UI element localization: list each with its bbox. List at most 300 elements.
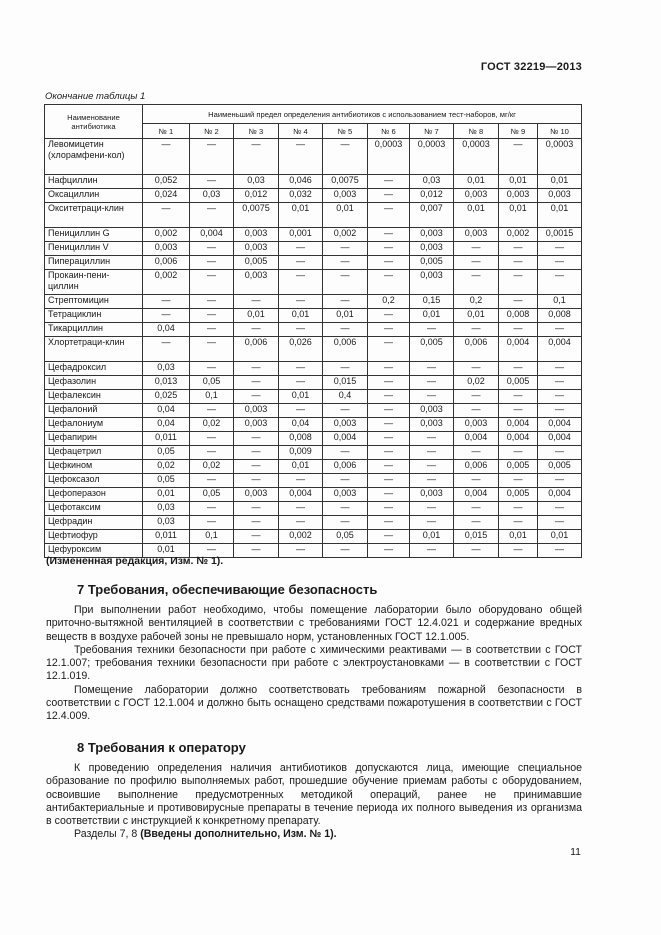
limit-value-cell: 0,007 [410, 203, 454, 228]
table-row [45, 432, 582, 446]
limit-value-cell: 0,03 [143, 362, 190, 376]
section-8-body [46, 762, 582, 842]
limit-value-cell: — [499, 474, 538, 488]
header-kit-5: № 5 [323, 124, 368, 139]
limit-value-cell: — [190, 295, 234, 309]
limit-value-cell: 0,011 [143, 432, 190, 446]
limit-value-cell: 0,015 [454, 530, 499, 544]
limit-value-cell: 0,01 [279, 390, 323, 404]
limit-value-cell: — [410, 516, 454, 530]
limit-value-cell: — [499, 256, 538, 270]
limit-value-cell: — [538, 390, 582, 404]
limit-value-cell: 0,01 [410, 309, 454, 323]
header-detection-limit: Наименьший предел определения антибиотиков с использованием тест-наборов, мг/кг [143, 105, 582, 124]
table-row [45, 228, 582, 242]
limit-value-cell: — [143, 309, 190, 323]
limit-value-cell: 0,003 [323, 189, 368, 203]
limit-value-cell: — [323, 516, 368, 530]
limit-value-cell: 0,001 [279, 228, 323, 242]
limit-value-cell: — [143, 337, 190, 362]
limit-value-cell: 0,05 [190, 488, 234, 502]
limit-value-cell: 0,004 [454, 488, 499, 502]
limit-value-cell: — [279, 404, 323, 418]
antibiotic-name-cell: Пенициллин G [45, 228, 143, 242]
section-8-title: 8 Требования к оператору [77, 740, 246, 755]
limit-value-cell: 0,002 [323, 228, 368, 242]
table-row [45, 460, 582, 474]
limit-value-cell: — [190, 337, 234, 362]
limit-value-cell: — [279, 502, 323, 516]
limit-value-cell: — [499, 323, 538, 337]
limit-value-cell: — [454, 362, 499, 376]
limit-value-cell: 0,4 [323, 390, 368, 404]
antibiotic-name-cell: Нафциллин [45, 175, 143, 189]
antibiotic-name-cell: Цефазолин [45, 376, 143, 390]
limit-value-cell: — [323, 404, 368, 418]
limit-value-cell: — [234, 502, 279, 516]
page-number: 11 [570, 846, 581, 858]
limit-value-cell: — [538, 446, 582, 460]
limit-value-cell: 0,046 [279, 175, 323, 189]
limit-value-cell: — [368, 474, 410, 488]
limit-value-cell: — [454, 242, 499, 256]
limit-value-cell: 0,005 [234, 256, 279, 270]
limit-value-cell: 0,008 [279, 432, 323, 446]
limit-value-cell: 0,004 [538, 432, 582, 446]
limit-value-cell: — [190, 242, 234, 256]
antibiotic-name-cell: Цефалониум [45, 418, 143, 432]
limit-value-cell: 0,01 [410, 530, 454, 544]
limit-value-cell: 0,0003 [454, 139, 499, 175]
antibiotic-name-cell: Цефтиофур [45, 530, 143, 544]
limit-value-cell: 0,013 [143, 376, 190, 390]
limit-value-cell: 0,01 [499, 203, 538, 228]
table-row [45, 203, 582, 228]
limit-value-cell: 0,05 [323, 530, 368, 544]
limit-value-cell: — [234, 516, 279, 530]
limit-value-cell: — [368, 460, 410, 474]
limit-value-cell: 0,015 [323, 376, 368, 390]
limit-value-cell: — [538, 516, 582, 530]
limit-value-cell: — [454, 516, 499, 530]
antibiotic-name-cell: Цефкином [45, 460, 143, 474]
limit-value-cell: 0,05 [143, 474, 190, 488]
table-row [45, 256, 582, 270]
limit-value-cell: — [368, 376, 410, 390]
limit-value-cell: — [499, 295, 538, 309]
limit-value-cell: — [368, 544, 410, 558]
limit-value-cell: — [190, 256, 234, 270]
limit-value-cell: — [143, 203, 190, 228]
table-row [45, 530, 582, 544]
limit-value-cell: — [368, 516, 410, 530]
limit-value-cell: — [410, 474, 454, 488]
antibiotic-name-cell: Цефуроксим [45, 544, 143, 558]
limit-value-cell: 0,01 [454, 309, 499, 323]
limit-value-cell: 0,15 [410, 295, 454, 309]
limit-value-cell: — [234, 139, 279, 175]
limit-value-cell: 0,008 [499, 309, 538, 323]
limit-value-cell: — [368, 404, 410, 418]
table-row [45, 295, 582, 309]
limit-value-cell: 0,005 [499, 488, 538, 502]
limit-value-cell: — [410, 432, 454, 446]
limit-value-cell: 0,2 [368, 295, 410, 309]
header-kit-3: № 3 [234, 124, 279, 139]
header-antibiotic-name: Наименование антибиотика [45, 105, 143, 139]
antibiotic-name-cell: Стрептомицин [45, 295, 143, 309]
table-caption: Окончание таблицы 1 [45, 91, 146, 102]
antibiotic-name-cell: Цефотаксим [45, 502, 143, 516]
limit-value-cell: 0,01 [279, 309, 323, 323]
limit-value-cell: — [368, 203, 410, 228]
limit-value-cell: 0,006 [454, 460, 499, 474]
limit-value-cell: 0,004 [323, 432, 368, 446]
limit-value-cell: — [368, 270, 410, 295]
limit-value-cell: — [454, 404, 499, 418]
limit-value-cell: 0,0003 [368, 139, 410, 175]
section-8-paragraph: К проведению определения наличия антибиотиков допускаются лица, имеющие специальное образование по профилю выполняемых работ, прошедшие обучение приемам работы с оборудованием, освоившие выполнение предусмотренных методикой операций, ранее не принимавшие антибактериальные и противовирусные препараты в течение периода их полного выведения из организма в соответствии с инструкцией к конкретному препарату. [46, 762, 582, 828]
table-row [45, 139, 582, 175]
limit-value-cell: — [499, 502, 538, 516]
limit-value-cell: — [499, 270, 538, 295]
limit-value-cell: — [190, 323, 234, 337]
limit-value-cell: 0,011 [143, 530, 190, 544]
table-row [45, 337, 582, 362]
limit-value-cell: — [279, 295, 323, 309]
limit-value-cell: — [323, 139, 368, 175]
limit-value-cell: — [538, 544, 582, 558]
limit-value-cell: — [454, 474, 499, 488]
limit-value-cell: 0,003 [410, 242, 454, 256]
header-kit-10: № 10 [538, 124, 582, 139]
limit-value-cell: — [454, 270, 499, 295]
limit-value-cell: — [410, 323, 454, 337]
limit-value-cell: — [279, 362, 323, 376]
limit-value-cell: 0,04 [143, 323, 190, 337]
header-kit-6: № 6 [368, 124, 410, 139]
limit-value-cell: — [279, 256, 323, 270]
limit-value-cell: — [538, 404, 582, 418]
section-7-title: 7 Требования, обеспечивающие безопасность [77, 582, 378, 597]
limit-value-cell: — [279, 242, 323, 256]
limit-value-cell: 0,04 [143, 418, 190, 432]
header-kit-9: № 9 [499, 124, 538, 139]
limit-value-cell: — [323, 446, 368, 460]
section-7-paragraph-3: Помещение лаборатории должно соответствовать требованиям пожарной безопасности в соответствии с ГОСТ 12.1.004 и должно быть оснащено средствами пожаротушения в соответствии с ГОСТ 12.4.009. [46, 683, 582, 723]
limit-value-cell: 0,006 [323, 337, 368, 362]
table-amendment-note: (Измененная редакция, Изм. № 1). [46, 555, 224, 567]
header-kit-8: № 8 [454, 124, 499, 139]
limit-value-cell: — [368, 309, 410, 323]
limit-value-cell: — [499, 362, 538, 376]
limit-value-cell: — [190, 270, 234, 295]
limit-value-cell: 0,01 [323, 203, 368, 228]
closing-prefix: Разделы 7, 8 [74, 828, 141, 841]
limit-value-cell: — [454, 544, 499, 558]
limit-value-cell: 0,003 [234, 404, 279, 418]
limit-value-cell: — [234, 376, 279, 390]
limit-value-cell: 0,024 [143, 189, 190, 203]
limit-value-cell: 0,05 [143, 446, 190, 460]
antibiotic-name-cell: Цефадроксил [45, 362, 143, 376]
antibiotic-name-cell: Цефацетрил [45, 446, 143, 460]
limit-value-cell: — [499, 390, 538, 404]
limit-value-cell: — [190, 362, 234, 376]
limit-value-cell: — [410, 502, 454, 516]
limit-value-cell: — [410, 446, 454, 460]
section-7-paragraph-1: При выполнении работ необходимо, чтобы помещение лаборатории было оборудовано общей приточно-вытяжной вентиляцией в соответствии с требованиями ГОСТ 12.4.021 и содержание вредных веществ в воздухе рабочей зоны не превышало норм, установленных ГОСТ 12.1.005. [46, 604, 582, 643]
limit-value-cell: 0,003 [234, 418, 279, 432]
limit-value-cell: — [499, 516, 538, 530]
table-row [45, 270, 582, 295]
closing-amendment: (Введены дополнительно, Изм. № 1). [140, 828, 337, 841]
header-kit-1: № 1 [143, 124, 190, 139]
limit-value-cell: — [323, 256, 368, 270]
limit-value-cell: 0,004 [538, 418, 582, 432]
antibiotic-name-cell: Окситетраци-клин [45, 203, 143, 228]
limit-value-cell: 0,002 [499, 228, 538, 242]
limit-value-cell: 0,02 [143, 460, 190, 474]
limit-value-cell: — [368, 418, 410, 432]
limit-value-cell: 0,05 [190, 376, 234, 390]
section-8-closing [46, 828, 582, 841]
limit-value-cell: — [323, 242, 368, 256]
limit-value-cell: 0,01 [143, 544, 190, 558]
limit-value-cell: 0,008 [538, 309, 582, 323]
table-row [45, 474, 582, 488]
limit-value-cell: 0,003 [234, 242, 279, 256]
header-kit-2: № 2 [190, 124, 234, 139]
limit-value-cell: — [234, 295, 279, 309]
limit-value-cell: 0,01 [234, 309, 279, 323]
limit-value-cell: 0,004 [190, 228, 234, 242]
antibiotic-name-cell: Цефалоний [45, 404, 143, 418]
limit-value-cell: 0,0075 [323, 175, 368, 189]
limit-value-cell: — [234, 530, 279, 544]
limit-value-cell: 0,003 [323, 488, 368, 502]
limit-value-cell: — [190, 309, 234, 323]
limit-value-cell: — [323, 474, 368, 488]
limit-value-cell: — [190, 404, 234, 418]
limit-value-cell: — [499, 446, 538, 460]
limit-value-cell: 0,003 [538, 189, 582, 203]
limit-value-cell: — [368, 530, 410, 544]
limit-value-cell: 0,0075 [234, 203, 279, 228]
limit-value-cell: — [499, 404, 538, 418]
limit-value-cell: 0,01 [538, 203, 582, 228]
antibiotic-name-cell: Цефапирин [45, 432, 143, 446]
limit-value-cell: 0,006 [323, 460, 368, 474]
limit-value-cell: — [279, 376, 323, 390]
table-row [45, 390, 582, 404]
limit-value-cell: — [190, 139, 234, 175]
limit-value-cell: 0,002 [143, 270, 190, 295]
limit-value-cell: 0,003 [499, 189, 538, 203]
limit-value-cell: — [190, 432, 234, 446]
limit-value-cell: — [368, 337, 410, 362]
limit-value-cell: 0,002 [279, 530, 323, 544]
limit-value-cell: — [538, 256, 582, 270]
limit-value-cell: — [410, 460, 454, 474]
limit-value-cell: 0,03 [234, 175, 279, 189]
limit-value-cell: — [454, 390, 499, 404]
limit-value-cell: 0,003 [410, 228, 454, 242]
limit-value-cell: — [368, 189, 410, 203]
limit-value-cell: — [234, 390, 279, 404]
limit-value-cell: — [234, 323, 279, 337]
antibiotic-name-cell: Цефоперазон [45, 488, 143, 502]
limit-value-cell: 0,003 [234, 270, 279, 295]
limit-value-cell: — [410, 390, 454, 404]
limit-value-cell: 0,0003 [410, 139, 454, 175]
antibiotic-name-cell: Оксациллин [45, 189, 143, 203]
limit-value-cell: — [368, 323, 410, 337]
limit-value-cell: — [279, 474, 323, 488]
table-row [45, 404, 582, 418]
limit-value-cell: — [499, 242, 538, 256]
limit-value-cell: 0,003 [234, 228, 279, 242]
table-row [45, 309, 582, 323]
limit-value-cell: 0,006 [234, 337, 279, 362]
limit-value-cell: — [368, 362, 410, 376]
limit-value-cell: — [279, 270, 323, 295]
limit-value-cell: 0,0015 [538, 228, 582, 242]
antibiotic-name-cell: Цефоксазол [45, 474, 143, 488]
limit-value-cell: 0,02 [190, 418, 234, 432]
limit-value-cell: — [234, 362, 279, 376]
limit-value-cell: 0,01 [279, 460, 323, 474]
table-row [45, 362, 582, 376]
limit-value-cell: — [234, 432, 279, 446]
limit-value-cell: 0,003 [323, 418, 368, 432]
limit-value-cell: — [538, 362, 582, 376]
limit-value-cell: 0,2 [454, 295, 499, 309]
limit-value-cell: 0,005 [499, 376, 538, 390]
limit-value-cell: 0,009 [279, 446, 323, 460]
limit-value-cell: — [368, 242, 410, 256]
limit-value-cell: — [499, 544, 538, 558]
limit-value-cell: 0,01 [538, 530, 582, 544]
antibiotic-name-cell: Левомицетин (хлорамфени-кол) [45, 139, 143, 175]
limit-value-cell: — [323, 502, 368, 516]
limit-value-cell: 0,003 [410, 418, 454, 432]
limit-value-cell: 0,01 [538, 175, 582, 189]
limit-value-cell: — [538, 376, 582, 390]
antibiotic-name-cell: Хлортетраци-клин [45, 337, 143, 362]
limit-value-cell: — [323, 295, 368, 309]
limit-value-cell: 0,01 [454, 175, 499, 189]
limit-value-cell: 0,01 [454, 203, 499, 228]
antibiotic-name-cell: Цефрадин [45, 516, 143, 530]
limit-value-cell: — [410, 376, 454, 390]
limit-value-cell: 0,04 [143, 404, 190, 418]
table-row [45, 242, 582, 256]
limit-value-cell: 0,003 [410, 404, 454, 418]
limit-value-cell: 0,005 [499, 460, 538, 474]
limit-value-cell: 0,02 [454, 376, 499, 390]
antibiotic-name-cell: Пенициллин V [45, 242, 143, 256]
limit-value-cell: 0,02 [190, 460, 234, 474]
limit-value-cell: 0,03 [190, 189, 234, 203]
limit-value-cell: 0,01 [279, 203, 323, 228]
limit-value-cell: — [368, 488, 410, 502]
limit-value-cell: 0,006 [143, 256, 190, 270]
limit-value-cell: — [190, 502, 234, 516]
limit-value-cell: — [143, 295, 190, 309]
limit-value-cell: — [454, 256, 499, 270]
section-7-body [46, 604, 582, 724]
limit-value-cell: 0,03 [410, 175, 454, 189]
limit-value-cell: — [234, 446, 279, 460]
table-row [45, 189, 582, 203]
limit-value-cell: — [454, 446, 499, 460]
limit-value-cell: — [234, 460, 279, 474]
limit-value-cell: — [538, 474, 582, 488]
limit-value-cell: 0,004 [538, 488, 582, 502]
header-kit-7: № 7 [410, 124, 454, 139]
limit-value-cell: — [368, 446, 410, 460]
limit-value-cell: — [368, 502, 410, 516]
limit-value-cell: — [323, 270, 368, 295]
limit-value-cell: 0,004 [499, 337, 538, 362]
limit-value-cell: — [454, 502, 499, 516]
limit-value-cell: 0,003 [410, 270, 454, 295]
limit-value-cell: — [234, 544, 279, 558]
limit-value-cell: 0,01 [323, 309, 368, 323]
limit-value-cell: 0,01 [499, 175, 538, 189]
limit-value-cell: — [234, 474, 279, 488]
limit-value-cell: 0,004 [499, 432, 538, 446]
antibiotic-name-cell: Тетрациклин [45, 309, 143, 323]
table-row [45, 323, 582, 337]
limit-value-cell: 0,005 [410, 256, 454, 270]
limit-value-cell: — [279, 323, 323, 337]
limit-value-cell: 0,002 [143, 228, 190, 242]
limit-value-cell: — [368, 432, 410, 446]
antibiotic-name-cell: Прокаин-пени-циллин [45, 270, 143, 295]
header-kit-4: № 4 [279, 124, 323, 139]
limit-value-cell: — [190, 446, 234, 460]
limit-value-cell: 0,005 [538, 460, 582, 474]
limit-value-cell: 0,012 [234, 189, 279, 203]
limit-value-cell: 0,005 [410, 337, 454, 362]
table-row [45, 446, 582, 460]
limit-value-cell: — [410, 544, 454, 558]
limit-value-cell: 0,0003 [538, 139, 582, 175]
limit-value-cell: — [368, 175, 410, 189]
limit-value-cell: 0,01 [143, 488, 190, 502]
limit-value-cell: 0,003 [454, 418, 499, 432]
limit-value-cell: — [279, 139, 323, 175]
limit-value-cell: — [454, 323, 499, 337]
document-id: ГОСТ 32219—2013 [480, 61, 582, 73]
table-row [45, 376, 582, 390]
limit-value-cell: 0,004 [279, 488, 323, 502]
section-7-paragraph-2: Требования техники безопасности при работе с химическими реактивами — в соответствии с ГОСТ 12.1.007; требования техники безопасности при работе с электроустановками — в соответствии с ГОСТ 12.1.019. [46, 643, 582, 683]
limit-value-cell: — [538, 323, 582, 337]
antibiotic-name-cell: Тикарциллин [45, 323, 143, 337]
limit-value-cell: — [190, 175, 234, 189]
table-row [45, 516, 582, 530]
table-row [45, 175, 582, 189]
table-row [45, 502, 582, 516]
limit-value-cell: 0,004 [538, 337, 582, 362]
limit-value-cell: 0,025 [143, 390, 190, 404]
limit-value-cell: 0,012 [410, 189, 454, 203]
limit-value-cell: — [323, 362, 368, 376]
limit-value-cell: 0,006 [454, 337, 499, 362]
